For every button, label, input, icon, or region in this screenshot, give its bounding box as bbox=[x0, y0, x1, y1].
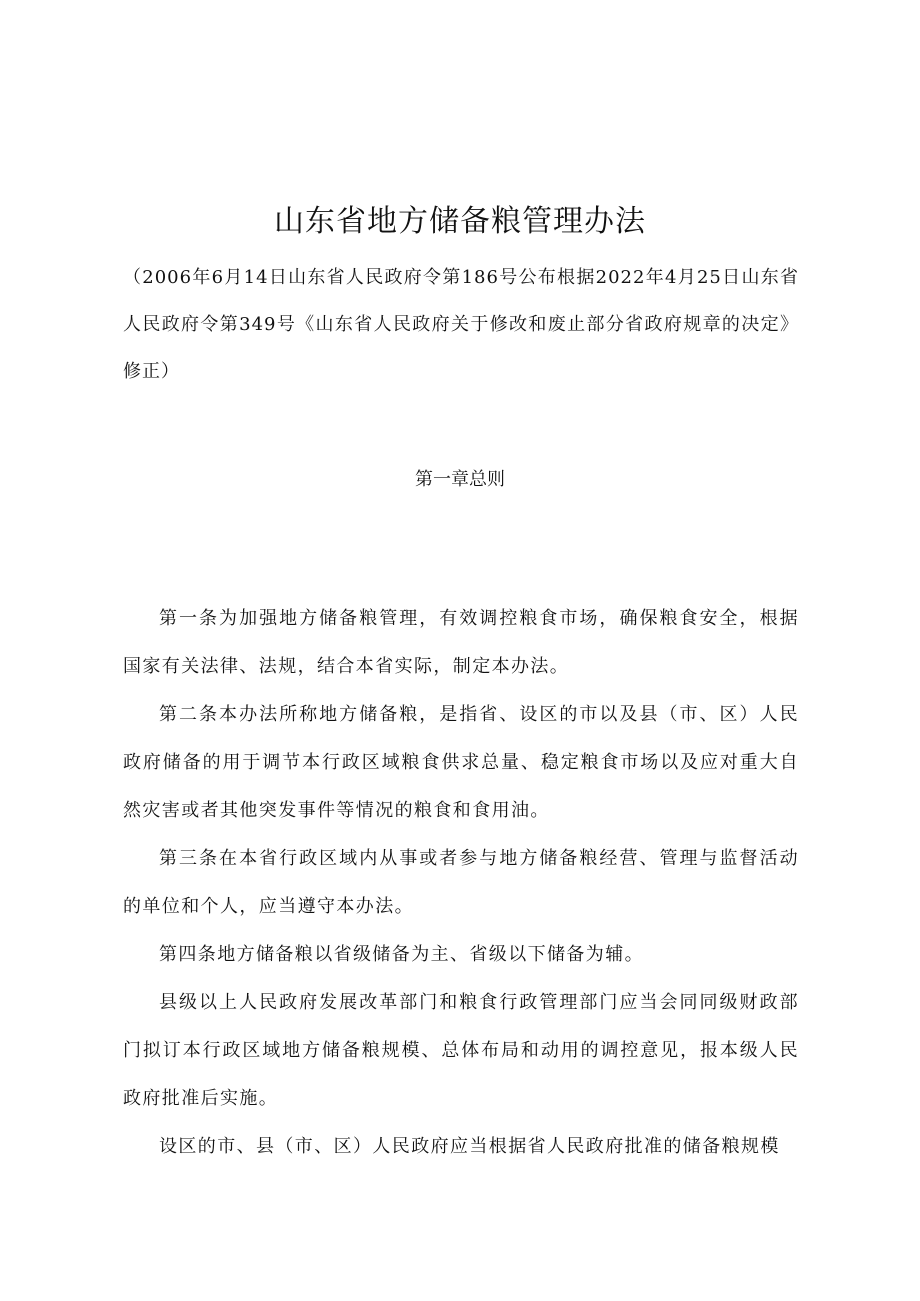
chapter-heading: 第一章总则 bbox=[415, 469, 505, 490]
document-subtitle: （2006年6月14日山东省人民政府令第186号公布根据2022年4月25日山东省人民政府令第349号《山东省人民政府关于修改和废止部分省政府规章的决定》修正） bbox=[123, 267, 799, 382]
article-paragraph: 县级以上人民政府发展改革部门和粮食行政管理部门应当会同同级财政部门拟订本行政区域地方储备粮规模、总体布局和动用的调控意见，报本级人民政府批准后实施。 bbox=[123, 992, 799, 1109]
article-paragraph: 第四条地方储备粮以省级储备为主、省级以下储备为辅。 bbox=[159, 944, 644, 965]
article-paragraph: 第三条在本省行政区域内从事或者参与地方储备粮经营、管理与监督活动的单位和个人，应当遵守本办法。 bbox=[123, 848, 799, 917]
document-title: 山东省地方储备粮管理办法 bbox=[274, 204, 646, 239]
document-body bbox=[123, 595, 799, 1171]
article-paragraph: 第二条本办法所称地方储备粮，是指省、设区的市以及县（市、区）人民政府储备的用于调节本行政区域粮食供求总量、稳定粮食市场以及应对重大自然灾害或者其他突发事件等情况的粮食和食用油。 bbox=[123, 704, 799, 821]
article-paragraph: 第一条为加强地方储备粮管理，有效调控粮食市场，确保粮食安全，根据国家有关法律、法规，结合本省实际，制定本办法。 bbox=[123, 608, 799, 677]
article-paragraph: 设区的市、县（市、区）人民政府应当根据省人民政府批准的储备粮规模 bbox=[159, 1136, 780, 1157]
